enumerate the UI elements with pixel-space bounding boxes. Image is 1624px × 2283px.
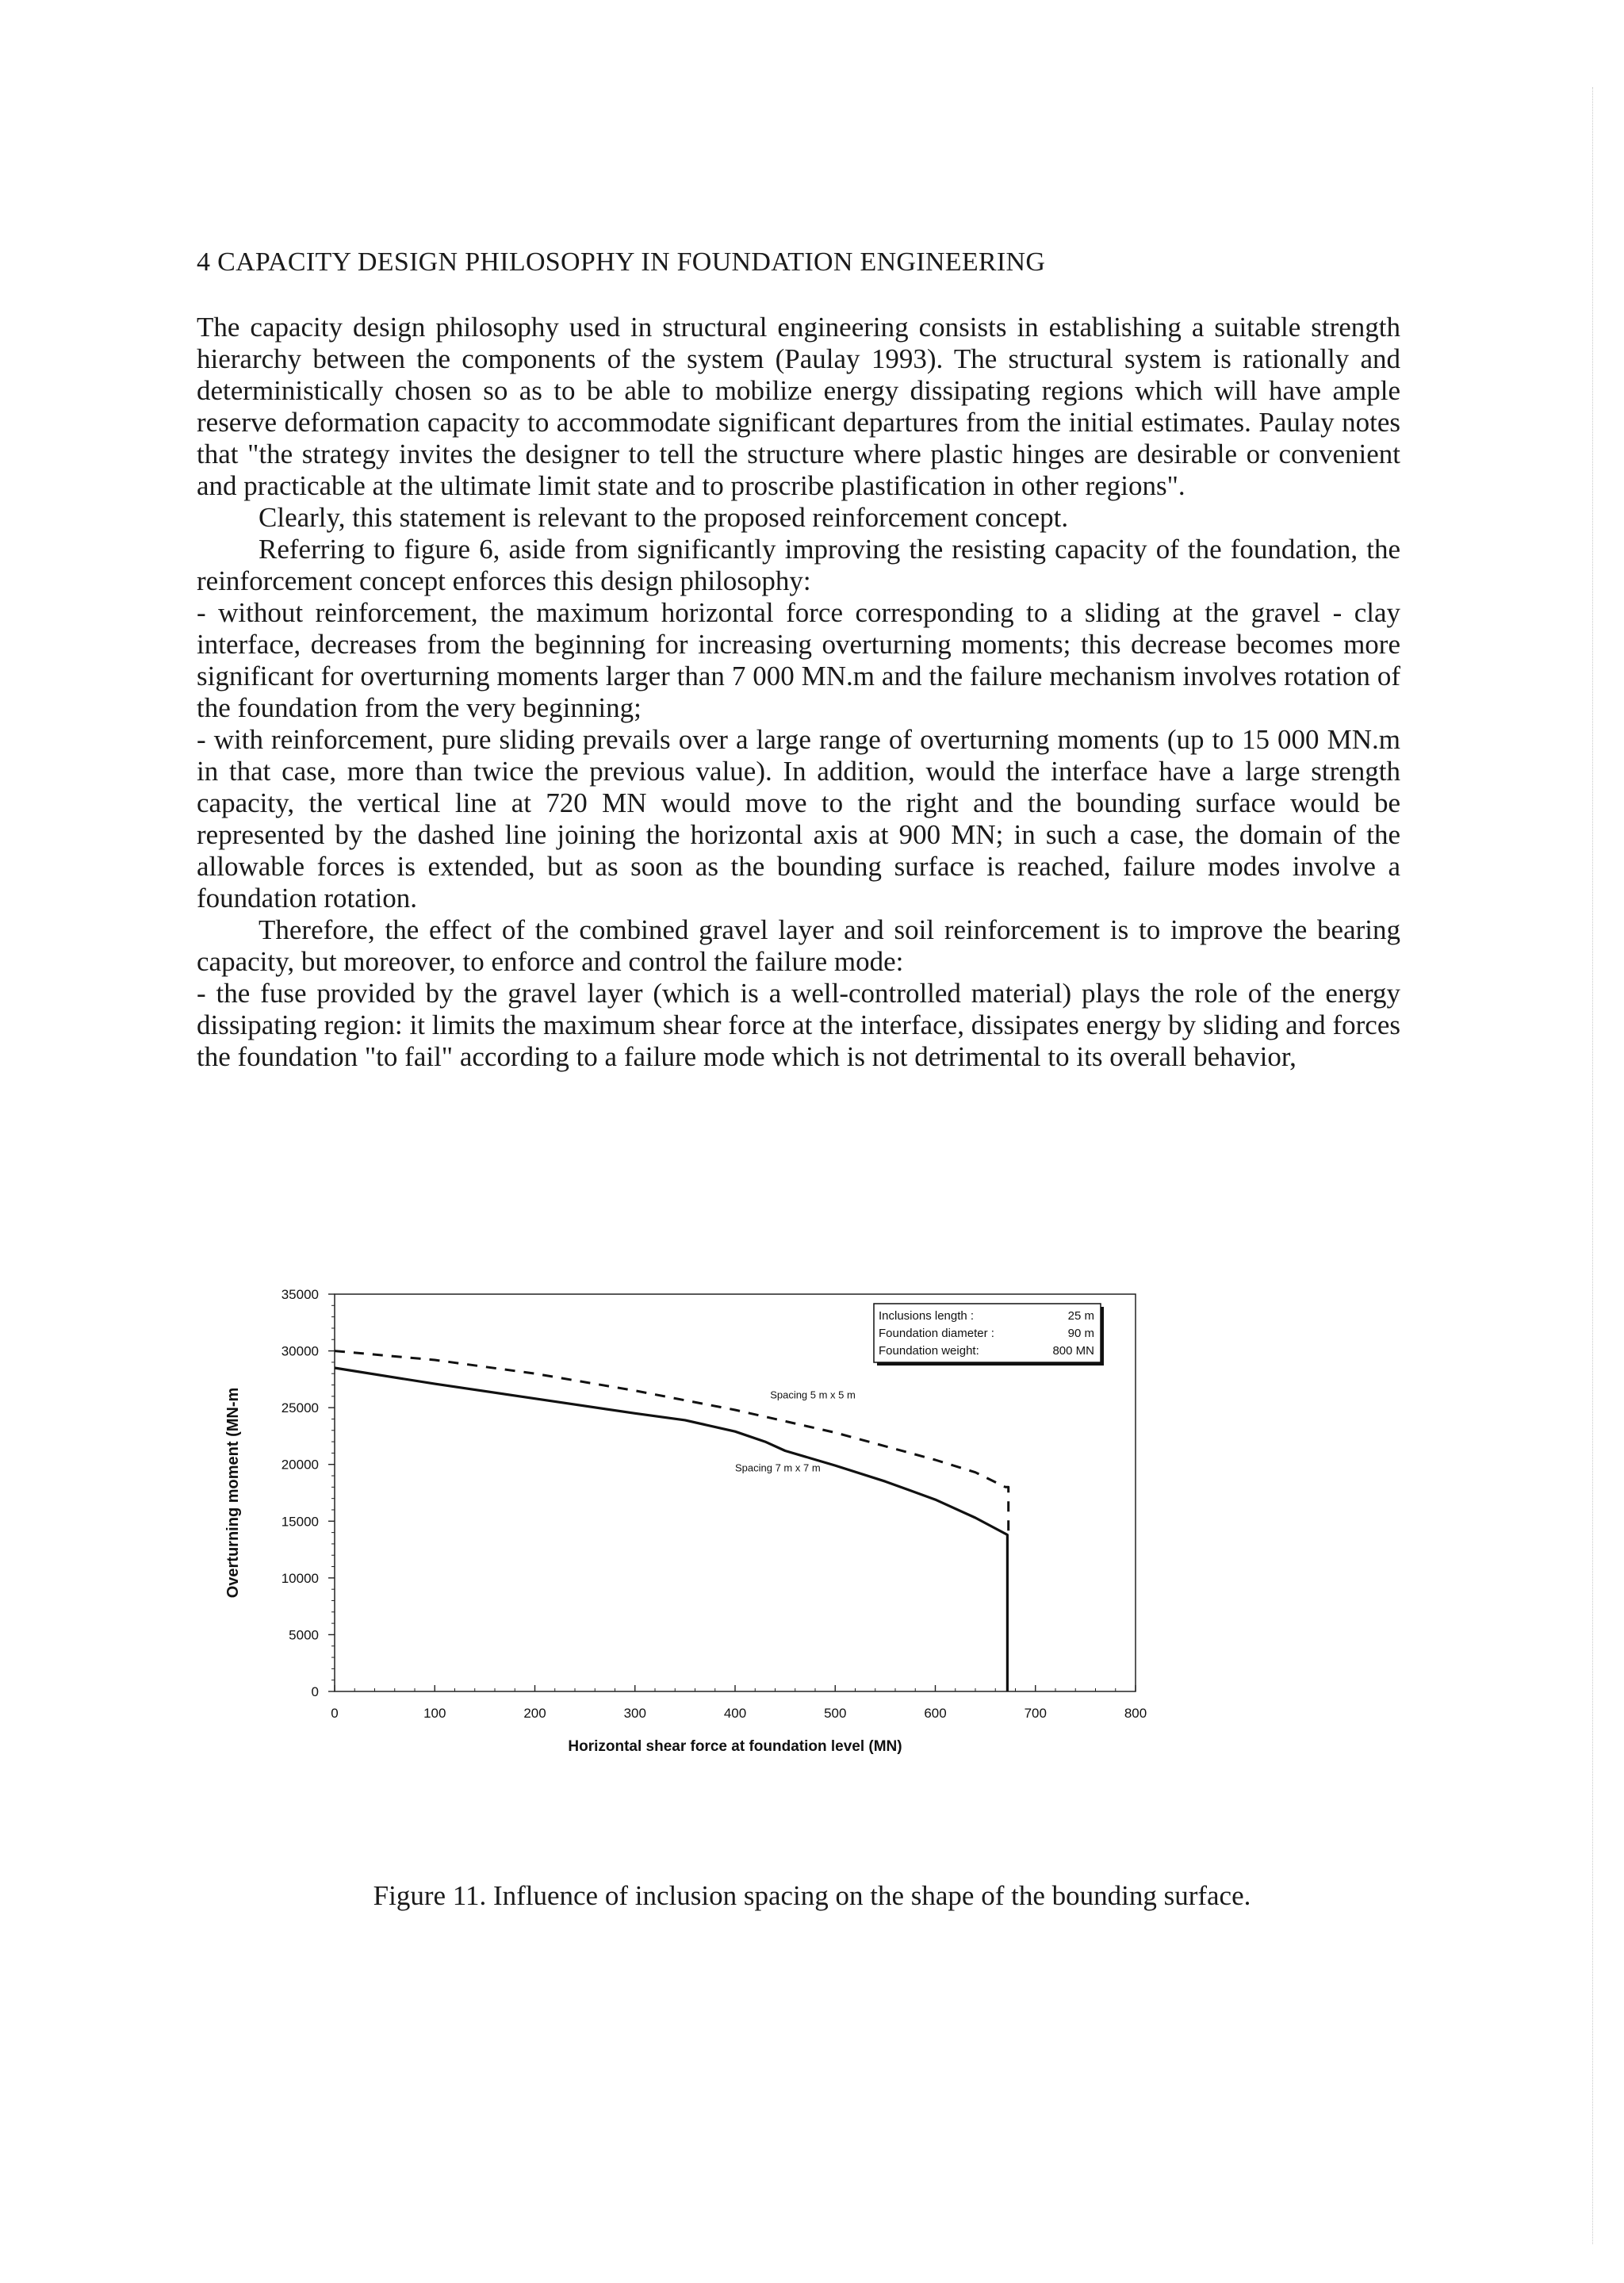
x-tick-label: 0 xyxy=(331,1706,339,1721)
legend-label: Inclusions length : xyxy=(879,1309,975,1323)
y-tick-label: 15000 xyxy=(281,1514,319,1530)
series-line-1 xyxy=(335,1351,1009,1533)
paragraph: Therefore, the effect of the combined gravel layer and soil reinforcement is to improve the bearing capacity, but moreover, to enforce and control the failure mode: xyxy=(197,914,1400,977)
legend-label: Foundation weight: xyxy=(879,1344,979,1358)
y-tick-label: 20000 xyxy=(281,1457,319,1473)
legend-value: 25 m xyxy=(1067,1309,1094,1323)
paragraph: - without reinforcement, the maximum horizontal force corresponding to a sliding at the gravel - clay interface, decreases from the beginning for increasing overturning moments; this decrease becomes more significant for overturning moments larger than 7 000 MN.m and the failure mechanism involves rotation of the foundation from the very beginning; xyxy=(197,597,1400,723)
body-text xyxy=(197,312,1400,1073)
y-tick-label: 10000 xyxy=(281,1570,319,1586)
legend xyxy=(874,1304,1104,1366)
y-axis-label: Overturning moment (MN-m xyxy=(224,1387,242,1599)
y-tick-label: 25000 xyxy=(281,1400,319,1416)
legend-label: Foundation diameter : xyxy=(879,1327,994,1340)
series-layer xyxy=(335,1351,1009,1691)
paragraph: Referring to figure 6, aside from significantly improving the resisting capacity of the foundation, the reinforcement concept enforces this design philosophy: xyxy=(197,534,1400,596)
page-edge xyxy=(1592,87,1593,2244)
x-tick-label: 300 xyxy=(623,1706,646,1721)
x-tick-label: 800 xyxy=(1124,1706,1147,1721)
figure-caption: Figure 11. Influence of inclusion spacing on the shape of the bounding surface. xyxy=(373,1880,1251,1911)
x-tick-label: 600 xyxy=(924,1706,947,1721)
y-axis xyxy=(282,1287,335,1699)
y-tick-label: 5000 xyxy=(289,1627,319,1643)
series-line-2 xyxy=(335,1368,1007,1691)
series-annotation: Spacing 5 m x 5 m xyxy=(770,1389,856,1401)
series-annotation: Spacing 7 m x 7 m xyxy=(735,1461,821,1474)
x-tick-label: 700 xyxy=(1024,1706,1047,1721)
paragraph: Clearly, this statement is relevant to the proposed reinforcement concept. xyxy=(259,502,1069,533)
y-tick-label: 30000 xyxy=(281,1343,319,1359)
x-tick-label: 400 xyxy=(723,1706,747,1721)
section-heading: 4 CAPACITY DESIGN PHILOSOPHY IN FOUNDATION ENGINEERING xyxy=(197,247,1046,277)
paragraph: The capacity design philosophy used in structural engineering consists in establishing a suitable strength hierarchy between the components of the system (Paulay 1993). The structural system is rationally and deterministically chosen so as to be able to mobilize energy dissipating regions which will have ample reserve deformation capacity to accommodate significant departures from the initial estimates. Paulay notes that "the strategy invites the designer to tell the structure where plastic hinges are desirable or convenient and practicable at the ultimate limit state and to proscribe plastification in other regions". xyxy=(197,312,1400,501)
x-tick-label: 500 xyxy=(824,1706,847,1721)
paragraph: - with reinforcement, pure sliding prevails over a large range of overturning moments (up to 15 000 MN.m in that case, more than twice the previous value). In addition, would the interface have a large strength capacity, the vertical line at 720 MN would move to the right and the bounding surface would be represented by the dashed line joining the horizontal axis at 900 MN; in such a case, the domain of the allowable forces is extended, but as soon as the bounding surface is reached, failure modes involve a foundation rotation. xyxy=(197,724,1400,914)
figure xyxy=(214,1269,1182,1776)
x-axis-label: Horizontal shear force at foundation level (MN) xyxy=(568,1738,902,1755)
x-tick-label: 200 xyxy=(523,1706,546,1721)
annotations xyxy=(735,1389,856,1474)
x-axis xyxy=(331,1685,1147,1721)
paragraph: - the fuse provided by the gravel layer (which is a well-controlled material) plays the role of the energy dissipating region: it limits the maximum shear force at the interface, dissipates energy by sliding and forces the foundation "to fail" according to a failure mode which is not detrimental to its overall behavior, xyxy=(197,978,1400,1072)
legend-value: 800 MN xyxy=(1052,1344,1094,1358)
chart xyxy=(214,1269,1182,1776)
legend-value: 90 m xyxy=(1067,1327,1094,1340)
x-tick-label: 100 xyxy=(423,1706,446,1721)
y-tick-label: 35000 xyxy=(281,1287,319,1302)
y-tick-label: 0 xyxy=(311,1684,319,1699)
